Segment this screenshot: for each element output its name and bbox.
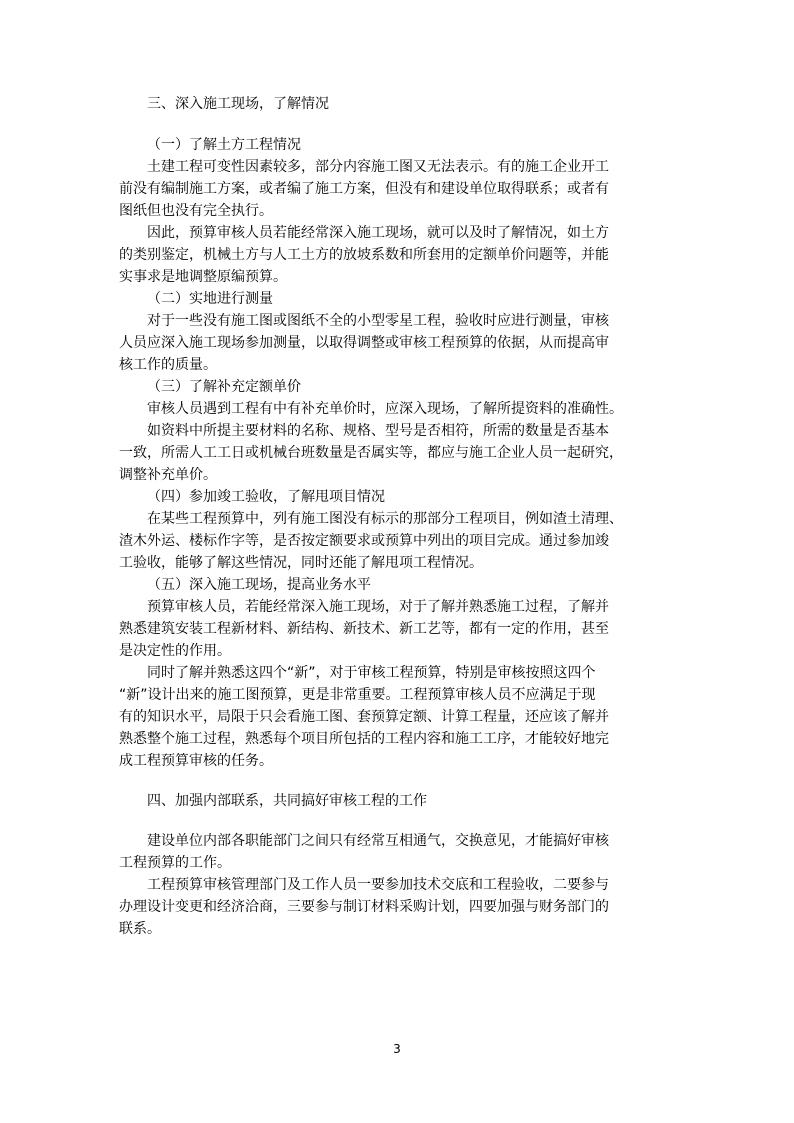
section-heading: 三、深入施工现场，了解情况 [147,96,329,112]
paragraph-line: 有的知识水平，局限于只会看施工图、套预算定额、计算工程量，还应该了解并 [119,709,609,725]
paragraph-line: 熟悉建筑安装工程新材料、新结构、新技术、新工艺等，都有一定的作用，甚至 [119,621,609,637]
subsection-title: （三）了解补充定额单价 [147,379,301,395]
paragraph-line: 建设单位内部各职能部门之间只有经常互相通气，交换意见，才能搞好审核 [147,833,609,849]
paragraph-line: 核工作的质量。 [119,357,217,373]
subsection-title: （一）了解土方工程情况 [147,137,301,153]
paragraph-line: 成工程预算审核的任务。 [119,753,273,769]
page-number: 3 [393,1042,401,1056]
paragraph-line: 工程预算审核管理部门及工作人员一要参加技术交底和工程验收，二要参与 [147,877,609,893]
paragraph-line: 同时了解并熟悉这四个“新”，对于审核工程预算，特别是审核按照这四个 [147,665,596,681]
paragraph-line: 办理设计变更和经济洽商，三要参与制订材料采购计划，四要加强与财务部门的 [119,899,609,915]
paragraph-line: 工程预算的工作。 [119,855,231,871]
paragraph-line: 调整补充单价。 [119,467,217,483]
paragraph-line: 预算审核人员，若能经常深入施工现场，对于了解并熟悉施工过程，了解并 [147,599,609,615]
subsection-title: （二）实地进行测量 [147,291,273,307]
paragraph-line: 工验收，能够了解这些情况，同时还能了解甩项工程情况。 [119,555,483,571]
paragraph-line: 联系。 [119,921,161,937]
paragraph-line: 前没有编制施工方案，或者编了施工方案，但没有和建设单位取得联系；或者有 [119,181,609,197]
paragraph-line: 在某些工程预算中，列有施工图没有标示的那部分工程项目，例如渣土清理、 [147,511,623,527]
section-heading: 四、加强内部联系，共同搞好审核工程的工作 [147,793,427,809]
paragraph-line: 因此，预算审核人员若能经常深入施工现场，就可以及时了解情况，如土方 [147,225,609,241]
subsection-title: （四）参加竣工验收，了解甩项目情况 [147,489,385,505]
paragraph-line: 图纸但也没有完全执行。 [119,203,273,219]
paragraph-line: 对于一些没有施工图或图纸不全的小型零星工程，验收时应进行测量，审核 [147,313,609,329]
paragraph-line: 一致，所需人工工日或机械台班数量是否属实等，都应与施工企业人员一起研究， [119,445,623,461]
paragraph-line: 熟悉整个施工过程，熟悉每个项目所包括的工程内容和施工工序，才能较好地完 [119,731,609,747]
paragraph-line: 人员应深入施工现场参加测量，以取得调整或审核工程预算的依据，从而提高审 [119,335,609,351]
paragraph-line: 实事求是地调整原编预算。 [119,269,287,285]
paragraph-line: 审核人员遇到工程有中有补充单价时，应深入现场，了解所提资料的准确性。 [147,401,623,417]
paragraph-line: 渣木外运、楼标作字等，是否按定额要求或预算中列出的项目完成。通过参加竣 [119,533,609,549]
paragraph-line: 土建工程可变性因素较多，部分内容施工图又无法表示。有的施工企业开工 [147,159,609,175]
paragraph-line: 如资料中所提主要材料的名称、规格、型号是否相符，所需的数量是否基本 [147,423,609,439]
paragraph-line: 是决定性的作用。 [119,643,231,659]
subsection-title: （五）深入施工现场，提高业务水平 [147,577,371,593]
paragraph-line: 的类别鉴定，机械土方与人工土方的放坡系数和所套用的定额单价问题等，并能 [119,247,609,263]
paragraph-line: “新”设计出来的施工图预算，更是非常重要。工程预算审核人员不应满足于现 [119,687,596,703]
